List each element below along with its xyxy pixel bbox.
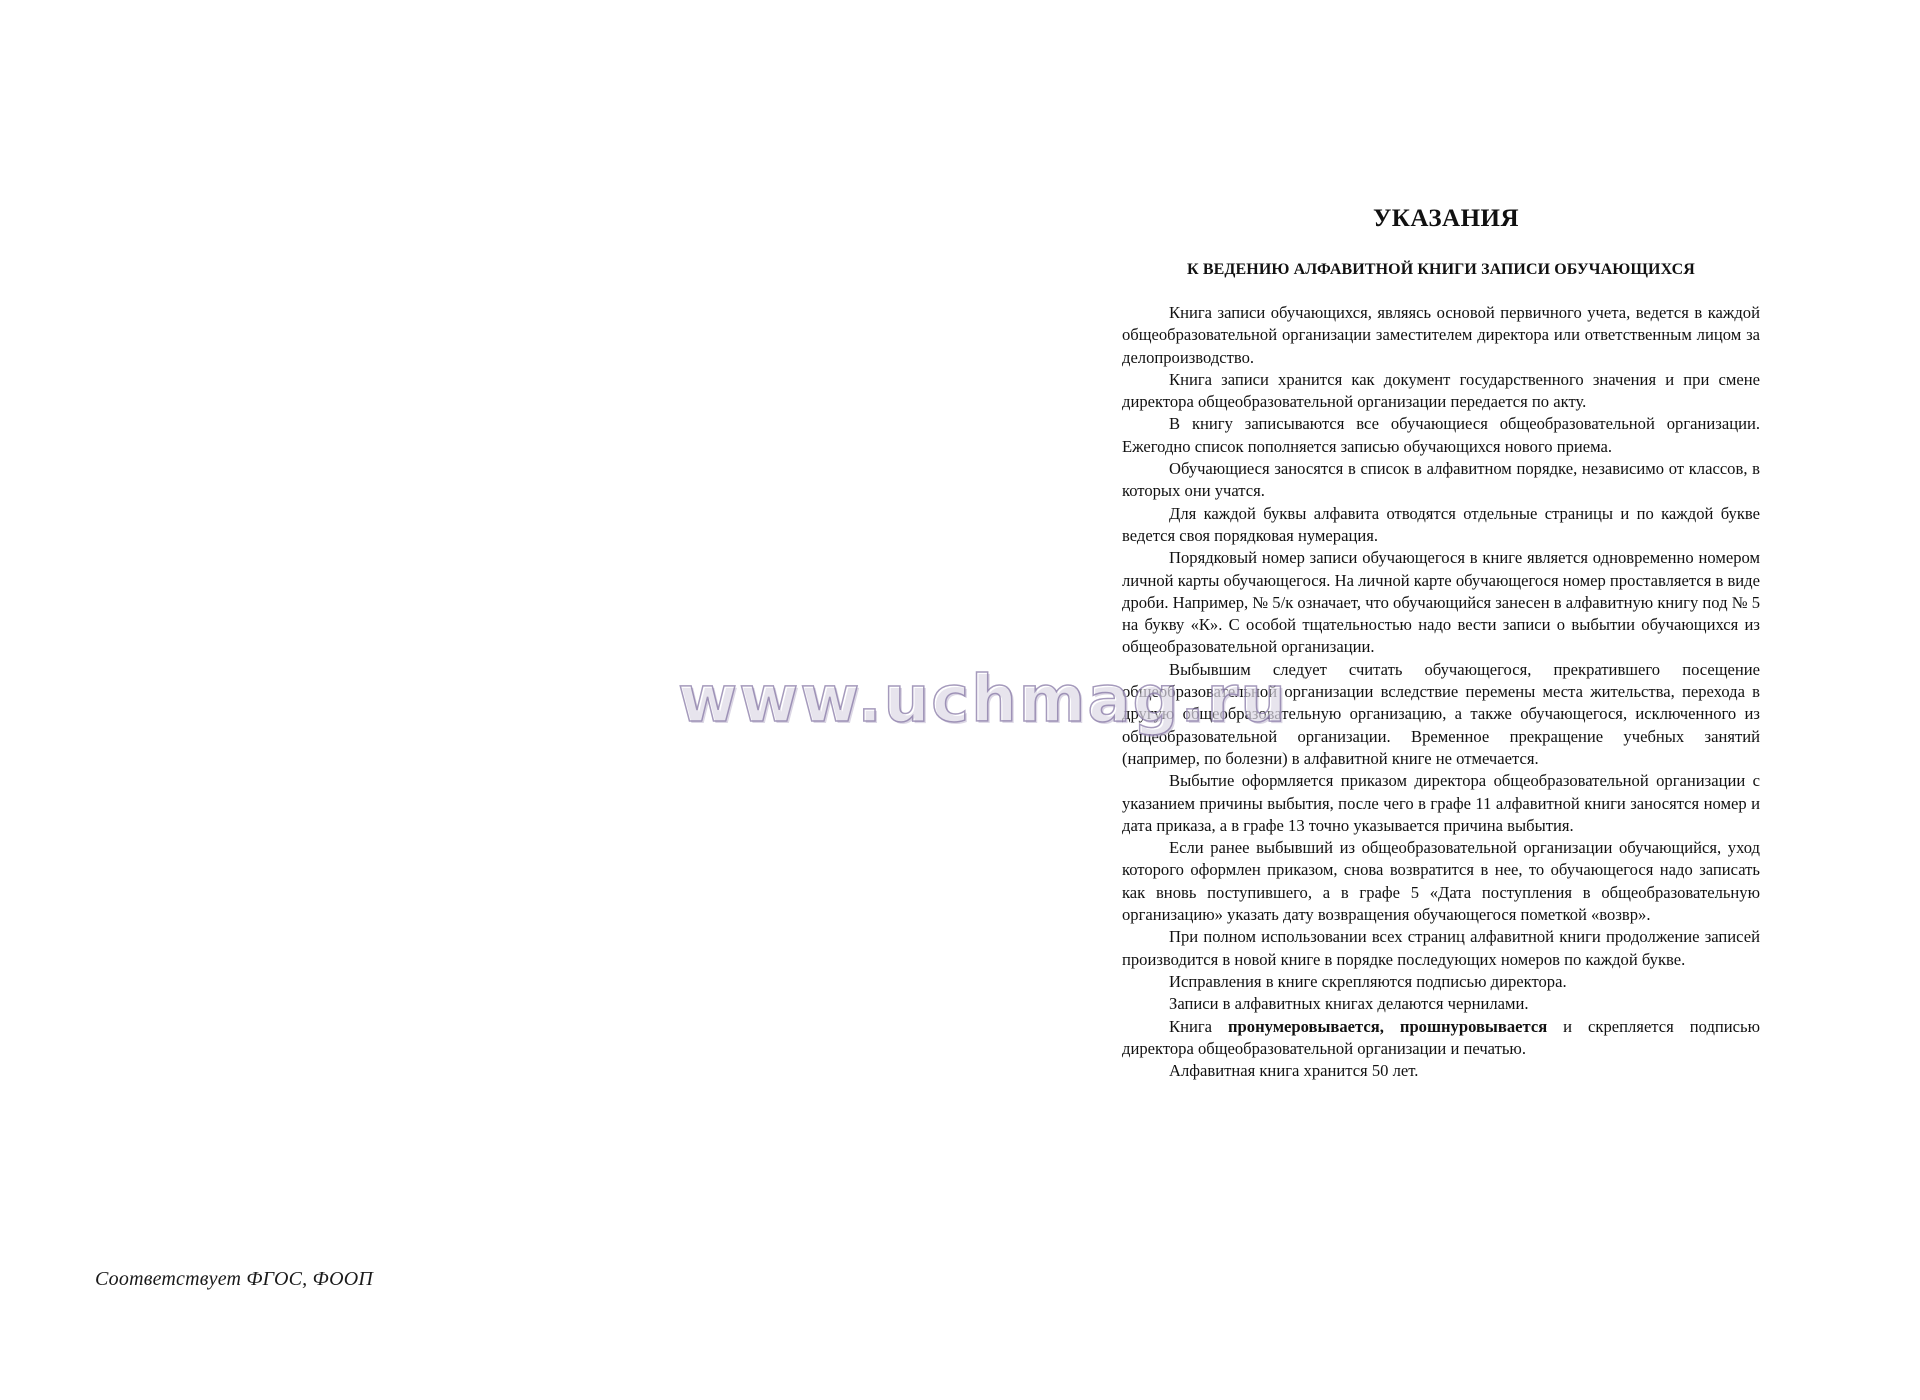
paragraph: При полном использовании всех страниц алфавитной книги продолжение записей производится в новой книге в порядке последующих номеров по каждой букве.	[1122, 927, 1760, 969]
watermark: www.uchmag.ru	[678, 663, 1288, 737]
binding-prefix: Книга	[1169, 1016, 1228, 1036]
binding-paragraph	[1122, 1016, 1760, 1061]
binding-bold-text: пронумеровывается, прошнуровывается	[1228, 1016, 1548, 1036]
document-subtitle: К ВЕДЕНИЮ АЛФАВИТНОЙ КНИГИ ЗАПИСИ ОБУЧАЮЩИХСЯ	[1187, 261, 1695, 278]
paragraph: Книга записи обучающихся, являясь основой первичного учета, ведется в каждой общеобразовательной организации заместителем директора или ответственным лицом за делопроизводство.	[1122, 303, 1760, 367]
paragraph: Записи в алфавитных книгах делаются чернилами.	[1169, 994, 1529, 1014]
paragraph: Порядковый номер записи обучающегося в книге является одновременно номером личной карты обучающегося. На личной карте обучающегося номер проставляется в виде дроби. Например, № 5/к означает, что обучающийся занесен в алфавитную книгу под № 5 на букву «К». С особой тщательностью надо вести записи о выбытии обучающихся из общеобразовательной организации.	[1122, 548, 1760, 657]
right-page	[1122, 205, 1760, 1082]
document-title: УКАЗАНИЯ	[1372, 205, 1520, 232]
paragraph: В книгу записываются все обучающиеся общеобразовательной организации. Ежегодно список пополняется записью обучающихся нового приема.	[1122, 414, 1760, 456]
compliance-note: Соответствует ФГОС, ФООП	[95, 1268, 374, 1290]
document-body	[1122, 302, 1760, 1082]
paragraph: Выбытие оформляется приказом директора общеобразовательной организации с указанием причины выбытия, после чего в графе 11 алфавитной книги заносятся номер и дата приказа, а в графе 13 точно указывается причина выбытия.	[1122, 771, 1760, 835]
paragraph: Если ранее выбывший из общеобразовательной организации обучающийся, уход которого оформлен приказом, снова возвратится в нее, то обучающегося надо записать как вновь поступившего, а в графе 5 «Дата поступления в общеобразовательную организацию» указать дату возвращения обучающегося пометкой «возвр».	[1122, 838, 1760, 925]
binding-suffix: и скрепляется подписью директора общеобразовательной организации и печатью.	[1122, 1016, 1760, 1058]
paragraph: Выбывшим следует считать обучающегося, прекратившего посещение общеобразовательной организации вследствие перемены места жительства, перехода в другую общеобразовательную организацию, а также обучающегося, исключенного из общеобразовательной организации. Временное прекращение учебных занятий (например, по болезни) в алфавитной книге не отмечается.	[1122, 659, 1760, 768]
paragraph: Исправления в книге скрепляются подписью директора.	[1169, 971, 1567, 991]
storage-paragraph: Алфавитная книга хранится 50 лет.	[1169, 1061, 1419, 1081]
paragraph: Книга записи хранится как документ государственного значения и при смене директора общеобразовательной организации передается по акту.	[1122, 369, 1760, 412]
paragraph: Обучающиеся заносятся в список в алфавитном порядке, независимо от классов, в которых они учатся.	[1122, 459, 1760, 501]
paragraph: Для каждой буквы алфавита отводятся отдельные страницы и по каждой букве ведется своя порядковая нумерация.	[1122, 503, 1760, 545]
